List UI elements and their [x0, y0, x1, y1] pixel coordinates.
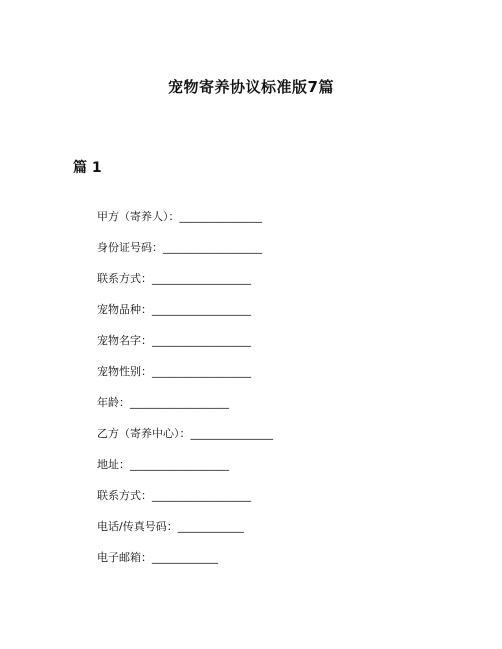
- agreement-fields: [97, 207, 477, 579]
- field-pet-gender: 宠物性别：__________________: [97, 365, 251, 378]
- section-heading: 篇 1: [73, 160, 102, 176]
- field-contact-b: 联系方式：__________________: [97, 489, 251, 502]
- document-title: 宠物寄养协议标准版7篇: [168, 78, 334, 96]
- field-contact-a: 联系方式：__________________: [97, 272, 251, 285]
- field-pet-name: 宠物名字：__________________: [97, 334, 251, 347]
- field-id-number: 身份证号码：__________________: [97, 241, 262, 254]
- field-age: 年龄：__________________: [97, 396, 229, 409]
- field-pet-breed: 宠物品种：__________________: [97, 303, 251, 316]
- field-phone-fax: 电话/传真号码：____________: [97, 520, 244, 533]
- field-party-b: 乙方（寄养中心）：_______________: [97, 427, 273, 440]
- field-party-a: 甲方（寄养人）：_______________: [97, 210, 262, 223]
- field-email: 电子邮箱：____________: [97, 551, 218, 564]
- field-address: 地址：__________________: [97, 458, 229, 471]
